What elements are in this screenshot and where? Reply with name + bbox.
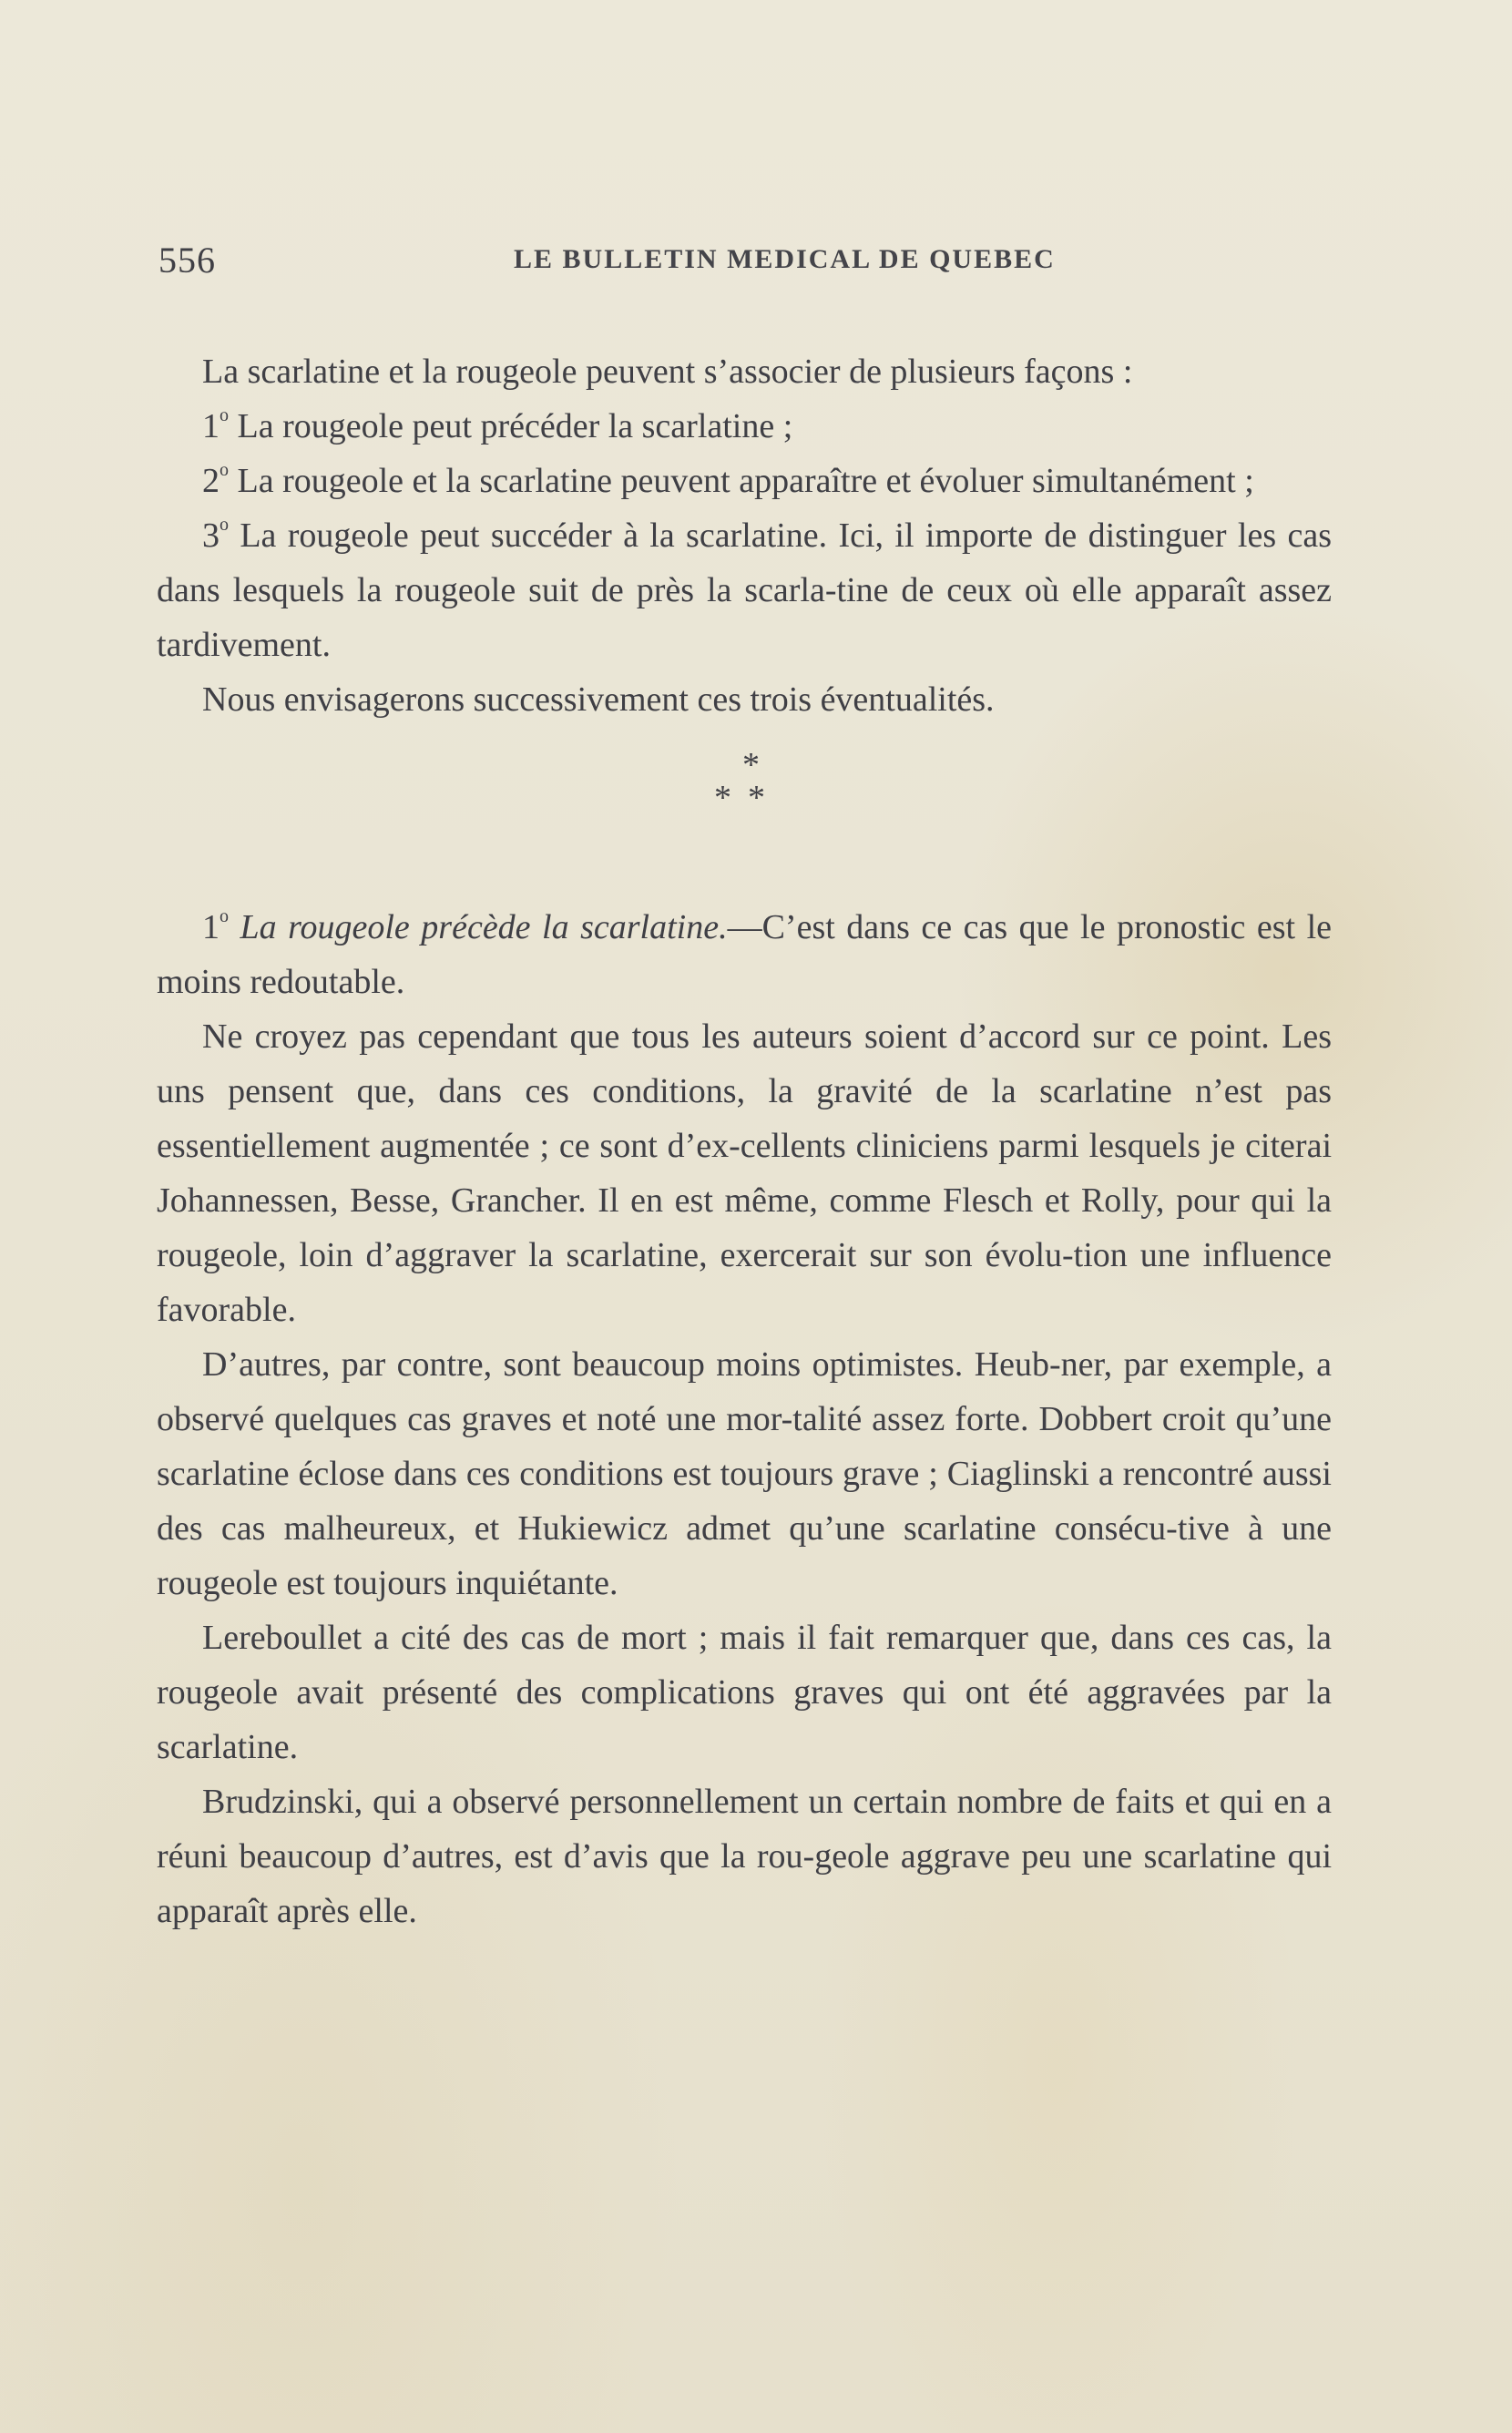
page-number: 556 xyxy=(158,240,216,281)
list-item-2-ordinal: o xyxy=(220,460,229,480)
list-item-1 xyxy=(157,399,1332,454)
list-item-3-ordinal: o xyxy=(220,515,229,535)
section-1-paragraph-1: Ne croyez pas cependant que tous les auteurs soient d’accord sur ce point. Les uns pensent que, dans ces conditions, la gravité de la scarlatine n’est pas essentiellement augmentée ; ce sont d’ex-cellents cliniciens parmi lesquels je citerai Johannessen, Besse, Grancher. Il en est même, comme Flesch et Rolly, pour qui la rougeole, loin d’aggraver la scarlatine, exercerait sur son évolu-tion une influence favorable. xyxy=(157,1017,1332,1329)
asterism-top: * xyxy=(742,746,760,784)
section-1-paragraph-2: D’autres, par contre, sont beaucoup moins optimistes. Heub-ner, par exemple, a observé quelques cas graves et noté une mor-talité assez forte. Dobbert croit qu’une scarlatine éclose dans ces conditions est toujours grave ; Ciaglinski a rencontré aussi des cas malheureux, et Hukiewicz admet qu’une scarlatine consécu-tive à une rougeole est toujours inquiétante. xyxy=(157,1345,1332,1602)
list-item-3-text: La rougeole peut succéder à la scarlatine. Ici, il importe de distinguer les cas dans lesquels la rougeole suit de près la scarla-tine de ceux où elle apparaît assez tardivement. xyxy=(157,516,1332,664)
intro-paragraph: La scarlatine et la rougeole peuvent s’associer de plusieurs façons : xyxy=(202,353,1133,391)
list-item-3-number: 3 xyxy=(202,516,220,555)
list-item-2 xyxy=(157,454,1332,508)
asterism-bottom: ** xyxy=(714,779,782,817)
running-head xyxy=(158,239,1333,293)
section-1-number: 1 xyxy=(202,908,220,946)
section-1-lead-paragraph xyxy=(157,900,1332,1009)
section-1-ordinal: o xyxy=(220,906,229,926)
list-item-2-number: 2 xyxy=(202,462,220,500)
section-1-paragraph-3: Lereboullet a cité des cas de mort ; mais il fait remarquer que, dans ces cas, la rougeole avait présenté des complications graves qui ont été aggravées par la scarlatine. xyxy=(157,1619,1332,1766)
list-item-2-text: La rougeole et la scarlatine peuvent apparaître et évoluer simultanément ; xyxy=(229,462,1254,500)
section-1-title: La rougeole précède la scarlatine. xyxy=(240,908,728,946)
list-item-1-ordinal: o xyxy=(220,405,229,425)
section-1-lead-text: —C’est dans ce cas que le pronostic est le moins redoutable. xyxy=(157,908,1333,1001)
section-1-paragraph-4: Brudzinski, qui a observé personnellement un certain nombre de faits et qui en a réuni beaucoup d’autres, est d’avis que la rou-geole aggrave peu une scarlatine qui apparaît après elle. xyxy=(157,1783,1332,1930)
asterism-divider xyxy=(157,727,1332,900)
journal-title: LE BULLETIN MEDICAL DE QUEBEC xyxy=(514,244,1056,274)
list-item-1-number: 1 xyxy=(202,407,220,445)
list-item-3 xyxy=(157,508,1332,672)
body-text xyxy=(157,344,1332,1938)
list-item-1-text: La rougeole peut précéder la scarlatine ; xyxy=(229,407,793,445)
intro-closing-paragraph: Nous envisagerons successivement ces trois éventualités. xyxy=(202,680,995,719)
